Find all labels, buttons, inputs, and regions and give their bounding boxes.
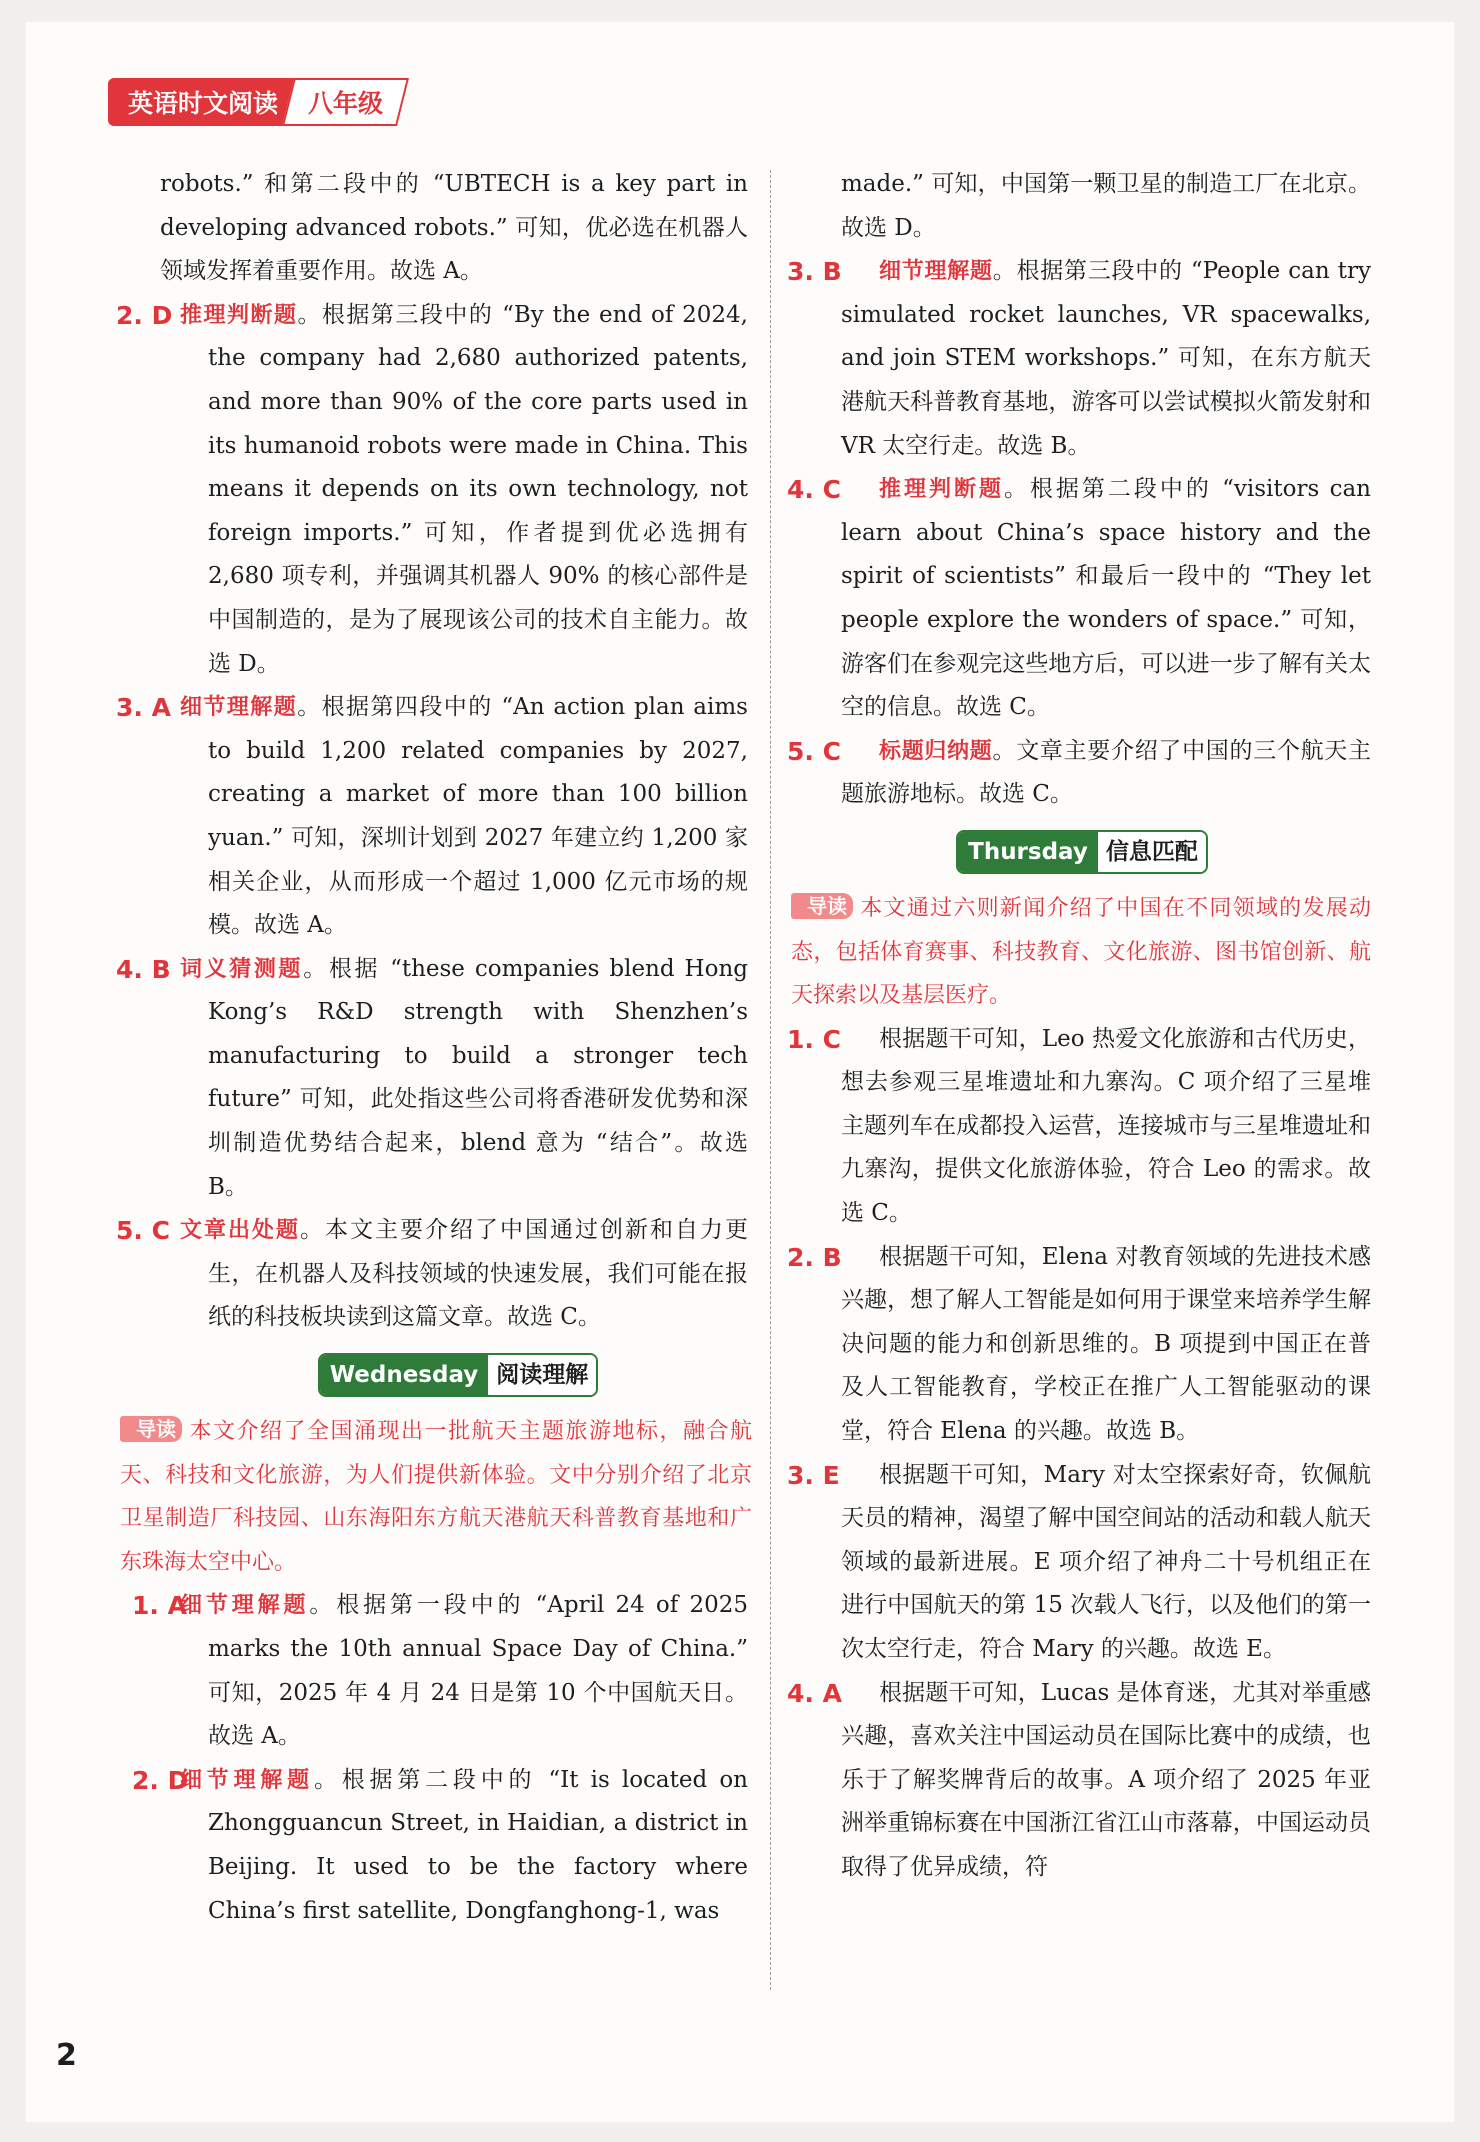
- answer-explanation: 。根据第四段中的 “An action plan aims to build 1,200 related companies by 2027, creating a market of more than 100 billion yuan.” 可知，深圳计划到 2027 年建立约 1,200 家相关企业，从而形成一个超过 1,000 亿元市场的规模。故选 A。: [208, 694, 748, 939]
- answer-explanation: 。根据第三段中的 “By the end of 2024, the company had 2,680 authorized patents, and more than 90% of the core parts used in its humanoid robots were made in China. This means it depends on its own technology, not foreign imports.” 可知，作者提到优必选拥有 2,680 项专利，并强调其机器人 90% 的核心部件是中国制造的，是为了展现该公司的技术自主能力。故选 D。: [208, 301, 748, 677]
- answer-item: [120, 1584, 748, 1758]
- day-badge: [956, 830, 1208, 874]
- day-name: Thursday: [958, 832, 1098, 872]
- right-column: [787, 163, 1371, 1890]
- question-type-tag: 文章出处题: [180, 1218, 300, 1244]
- answer-item: [787, 1672, 1371, 1890]
- guide-badge: 导读: [120, 1416, 182, 1442]
- guide-paragraph: [120, 1410, 752, 1584]
- question-type-tag: 推理判断题: [180, 302, 298, 328]
- answer-number: 2. B: [787, 1242, 842, 1272]
- answer-number: 5. C: [787, 736, 841, 766]
- answer-item: [787, 250, 1371, 468]
- answer-number: 3. E: [787, 1460, 840, 1490]
- answer-explanation: 根据题干可知，Leo 热爱文化旅游和古代历史，想去参观三星堆遗址和九寨沟。C 项介绍了三星堆主题列车在成都投入运营，连接城市与三星堆遗址和九寨沟，提供文化旅游体验，符合 Leo 的需求。故选 C。: [841, 1025, 1371, 1227]
- day-header-thursday: [793, 827, 1371, 883]
- answer-number: 4. C: [787, 475, 841, 505]
- answer-item: [116, 294, 748, 686]
- section-type: 信息匹配: [1098, 832, 1206, 872]
- book-title: 英语时文阅读: [108, 78, 294, 126]
- answer-explanation: 。根据第二段中的 “visitors can learn about China’s space history and the spirit of scientists” 和最后一段中的 “They let people explore the wonders of space.” 可知，游客们在参观完这些地方后，可以进一步了解有关太空的信息。故选 C。: [841, 476, 1371, 721]
- answer-number: 2. D: [116, 300, 173, 330]
- answer-explanation: 根据题干可知，Lucas 是体育迷，尤其对举重感兴趣，喜欢关注中国运动员在国际比赛中的成绩，也乐于了解奖牌背后的故事。A 项介绍了 2025 年亚洲举重锦标赛在中国浙江省江山市落幕，中国运动员取得了优异成绩，符: [841, 1679, 1371, 1880]
- answer-number: 1. C: [787, 1024, 841, 1054]
- answer-item: [116, 686, 748, 948]
- question-type-tag: 细节理解题: [180, 695, 298, 721]
- answer-explanation: 。本文主要介绍了中国通过创新和自力更生，在机器人及科技领域的快速发展，我们可能在报纸的科技板块读到这篇文章。故选 C。: [208, 1217, 748, 1331]
- section-type: 阅读理解: [488, 1355, 596, 1395]
- answer-item: [116, 948, 748, 1210]
- answer-item: [787, 1018, 1371, 1236]
- answer-explanation: 。根据第三段中的 “People can try simulated rocket launches, VR spacewalks, and join STEM workshops.” 可知，在东方航天港航天科普教育基地，游客可以尝试模拟火箭发射和 VR 太空行走。故选 B。: [841, 258, 1371, 459]
- question-type-tag: 推理判断题: [879, 477, 1004, 503]
- grade-text: 八年级: [308, 89, 384, 118]
- guide-text: 本文通过六则新闻介绍了中国在不同领域的发展动态，包括体育赛事、科技教育、文化旅游、图书馆创新、航天探索以及基层医疗。: [791, 895, 1371, 1009]
- answer-explanation: 。根据第二段中的 “It is located on Zhongguancun Street, in Haidian, a district in Beijing. It used to be the factory where China’s first satellite, Dongfanghong-1, was: [208, 1766, 748, 1924]
- answer-item: [116, 1209, 748, 1340]
- answer-number: 5. C: [116, 1216, 170, 1246]
- answer-item: [787, 730, 1371, 817]
- page-number: 2: [56, 2038, 77, 2073]
- answer-item: [787, 468, 1371, 730]
- question-type-tag: 标题归纳题: [879, 738, 993, 764]
- answer-explanation: 根据题干可知，Mary 对太空探索好奇，钦佩航天员的精神，渴望了解中国空间站的活动和载人航天领域的最新进展。E 项介绍了神舟二十号机组正在进行中国航天的第 15 次载人飞行，以及他们的第一次太空行走，符合 Mary 的兴趣。故选 E。: [841, 1461, 1371, 1662]
- continuation-text: made.” 可知，中国第一颗卫星的制造工厂在北京。故选 D。: [841, 171, 1371, 241]
- answer-item: [120, 1759, 748, 1933]
- answer-number: 1. A: [132, 1591, 187, 1621]
- header-banner: [108, 78, 403, 126]
- guide-paragraph: [791, 887, 1371, 1018]
- question-type-tag: 细节理解题: [180, 1593, 310, 1619]
- answer-explanation: 。根据第一段中的 “April 24 of 2025 marks the 10th annual Space Day of China.” 可知，2025 年 4 月 24 日是第 10 个中国航天日。故选 A。: [208, 1592, 748, 1750]
- continuation-text: robots.” 和第二段中的 “UBTECH is a key part in developing advanced robots.” 可知，优必选在机器人领域发挥着重要作用。故选 A。: [160, 171, 748, 285]
- answer-number: 2. D: [132, 1765, 189, 1795]
- guide-badge: 导读: [791, 893, 853, 919]
- column-divider: [770, 170, 771, 1990]
- question-type-tag: 细节理解题: [180, 1767, 314, 1793]
- answer-number: 4. B: [116, 954, 171, 984]
- question-type-tag: 词义猜测题: [180, 956, 304, 982]
- answer-explanation: 。文章主要介绍了中国的三个航天主题旅游地标。故选 C。: [841, 737, 1371, 808]
- left-column: [116, 163, 752, 1933]
- grade-label: [282, 78, 409, 126]
- answer-number: 4. A: [787, 1678, 842, 1708]
- answer-number: 3. B: [787, 257, 842, 287]
- day-name: Wednesday: [320, 1355, 489, 1395]
- answer-item: [787, 1454, 1371, 1672]
- answer-explanation: 。根据 “these companies blend Hong Kong’s R&D strength with Shenzhen’s manufacturing to build a stronger tech future” 可知，此处指这些公司将香港研发优势和深圳制造优势结合起来，blend 意为 “结合”。故选 B。: [208, 955, 748, 1200]
- answer-number: 3. A: [116, 693, 171, 723]
- answer-item: [787, 1236, 1371, 1454]
- day-header-wednesday: [168, 1350, 748, 1406]
- guide-text: 本文介绍了全国涌现出一批航天主题旅游地标，融合航天、科技和文化旅游，为人们提供新体验。文中分别介绍了北京卫星制造厂科技园、山东海阳东方航天港航天科普教育基地和广东珠海太空中心。: [120, 1419, 752, 1575]
- day-badge: [318, 1353, 599, 1397]
- answer-explanation: 根据题干可知，Elena 对教育领域的先进技术感兴趣，想了解人工智能是如何用于课堂来培养学生解决问题的能力和创新思维的。B 项提到中国正在普及人工智能教育，学校正在推广人工智能驱动的课堂，符合 Elena 的兴趣。故选 B。: [841, 1243, 1371, 1445]
- question-type-tag: 细节理解题: [879, 259, 993, 285]
